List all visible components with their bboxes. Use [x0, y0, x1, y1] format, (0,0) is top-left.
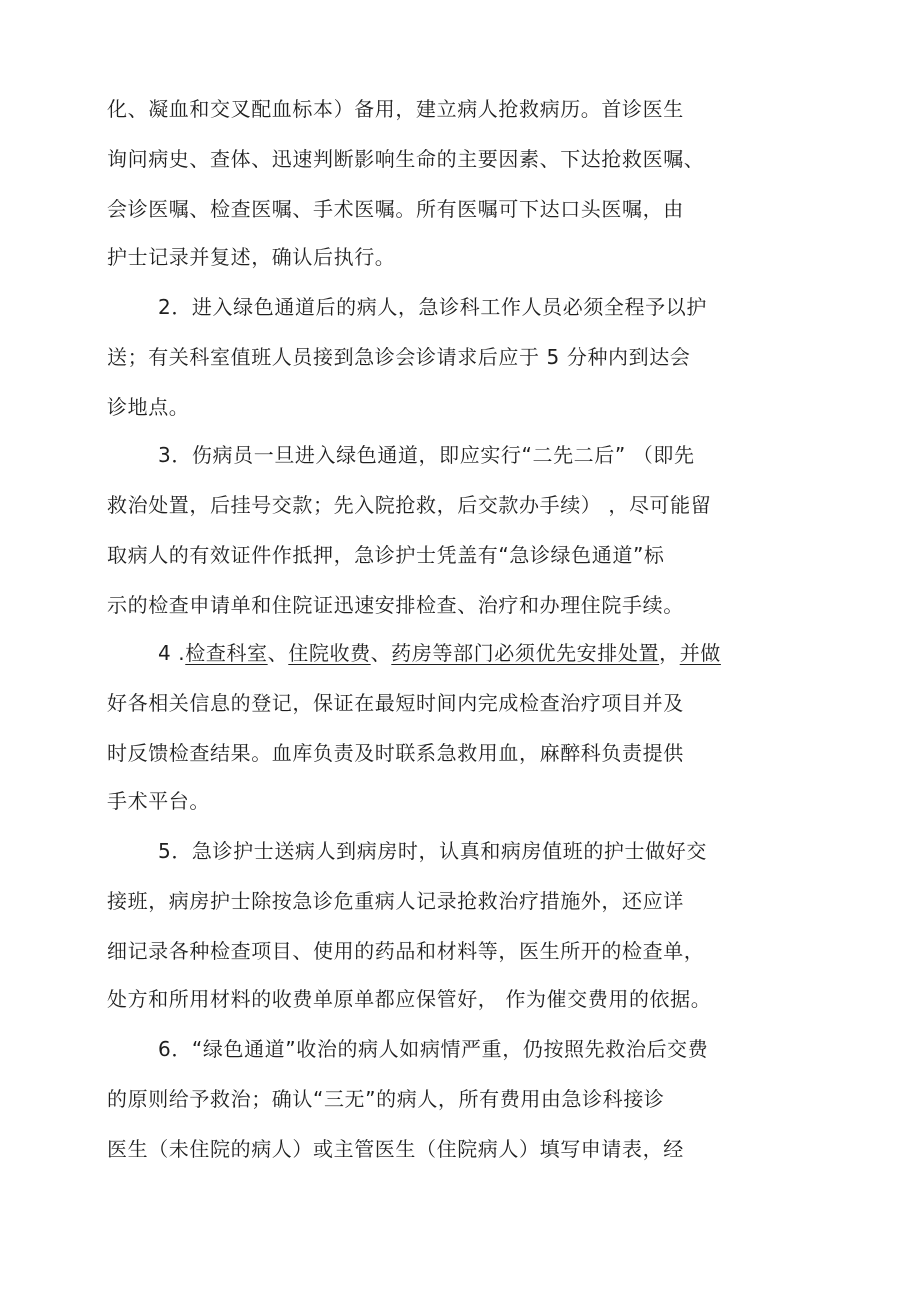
- paragraph-5-first-line: 5．急诊护士送病人到病房时，认真和病房值班的护士做好交: [158, 839, 707, 863]
- item-number: 4 .: [158, 641, 186, 665]
- text-line: 取病人的有效证件作抵押，急诊护士凭盖有“急诊绿色通道”标: [107, 543, 665, 567]
- text-line: 化、凝血和交叉配血标本）备用，建立病人抢救病历。首诊医生: [107, 97, 684, 121]
- text-line: 时反馈检查结果。血库负责及时联系急救用血，麻醉科负责提供: [107, 741, 684, 765]
- punctuation: ，: [659, 641, 680, 665]
- paragraph-6-first-line: 6．“绿色通道”收治的病人如病情严重，仍按照先救治后交费: [158, 1037, 709, 1061]
- text-line: 示的检查申请单和住院证迅速安排检查、治疗和办理住院手续。: [107, 593, 684, 617]
- text-line: 细记录各种检查项目、使用的药品和材料等，医生所开的检查单，: [107, 939, 705, 963]
- punctuation: 、: [370, 641, 392, 665]
- paragraph-3-first-line: 3．伤病员一旦进入绿色通道，即应实行“二先二后” （即先: [158, 443, 695, 467]
- text-line: 的原则给予救治；确认“三无”的病人，所有费用由急诊科接诊: [107, 1087, 665, 1111]
- text-line: 处方和所用材料的收费单原单都应保管好， 作为催交费用的依据。: [107, 987, 712, 1011]
- text-line: 诊地点。: [107, 395, 190, 419]
- text-line: 医生（未住院的病人）或主管医生（住院病人）填写申请表，经: [107, 1137, 684, 1161]
- underlined-text: 住院收费: [288, 641, 371, 665]
- paragraph-4-first-line: [158, 640, 721, 666]
- text-line: 护士记录并复述，确认后执行。: [107, 245, 396, 269]
- text-line: 救治处置，后挂号交款；先入院抢救，后交款办手续） ，尽可能留: [107, 493, 712, 517]
- text-line: 送；有关科室值班人员接到急诊会诊请求后应于 5 分种内到达会: [107, 345, 691, 369]
- underlined-text: 并做: [679, 641, 721, 665]
- text-line: 接班，病房护士除按急诊危重病人记录抢救治疗措施外，还应详: [107, 889, 684, 913]
- punctuation: 、: [267, 641, 289, 665]
- text-line: 好各相关信息的登记，保证在最短时间内完成检查治疗项目并及: [107, 691, 684, 715]
- text-line: 询问病史、查体、迅速判断影响生命的主要因素、下达抢救医嘱、: [107, 147, 705, 171]
- underlined-text: 检查科室: [185, 641, 268, 665]
- text-line: 手术平台。: [107, 789, 210, 813]
- paragraph-2-first-line: 2．进入绿色通道后的病人，急诊科工作人员必须全程予以护: [158, 295, 707, 319]
- text-line: 会诊医嘱、检查医嘱、手术医嘱。所有医嘱可下达口头医嘱，由: [107, 197, 684, 221]
- underlined-text: 药房等部门必须优先安排处置: [391, 641, 660, 665]
